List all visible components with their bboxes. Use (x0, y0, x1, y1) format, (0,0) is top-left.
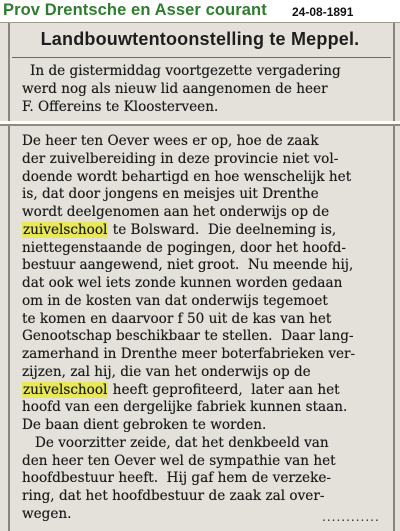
clipping-fragment-body (0, 124, 400, 531)
column-border-right (393, 126, 395, 531)
article-line (22, 417, 266, 433)
article-line (22, 311, 331, 327)
highlighted-term: zuivelschool (23, 381, 108, 398)
article-line (22, 399, 347, 415)
line-text: hoofd van een dergelijke fabriek kunnen staan. (22, 399, 348, 416)
publication-date: 24-08-1891 (292, 5, 354, 19)
clipping-fragment-top (0, 22, 400, 121)
article-line (22, 186, 319, 202)
line-text: den heer ten Oever wel de sympathie van het (22, 452, 336, 469)
line-text: zijzen, zal hij, die van het onderwijs op de (22, 363, 311, 380)
line-text: De baan dient gebroken te worden. (22, 417, 267, 433)
article-line (22, 133, 319, 149)
line-text: dat ook wel iets zonde kunnen worden gedaan (22, 275, 343, 291)
article-line (22, 346, 355, 362)
article-line (22, 382, 340, 398)
article-line (22, 506, 72, 522)
article-line (22, 293, 328, 309)
article-line (22, 169, 351, 185)
end-marker: ............ (322, 510, 380, 524)
line-text: om in de kosten van dat onderwijs tegemoet (22, 292, 328, 309)
line-text: zamerhand in Drenthe meer boterfabrieken ver- (22, 346, 356, 362)
line-text: wegen. (22, 505, 72, 522)
highlighted-term: zuivelschool (23, 221, 108, 238)
article-line (22, 240, 346, 256)
line-text: wordt deelgenomen aan het onderwijs op de (22, 204, 330, 220)
article-line (22, 328, 354, 344)
line-text: Genootschap beschikbaar te stellen. Daar lang- (22, 328, 354, 345)
line-text: hoofdbestuur heeft. Hij gaf hem de verzeke- (22, 470, 331, 487)
line-text: doende wordt behartigd en hoe wenschelijk het (22, 168, 352, 185)
line-text: der zuivelbereiding in deze provincie niet vol- (22, 150, 339, 167)
article-line (22, 257, 353, 273)
line-text: De heer ten Oever wees er op, hoe de zaak (22, 133, 319, 149)
article-line (22, 222, 336, 238)
line-text: te komen en daarvoor f 50 uit de kas van het (22, 310, 332, 327)
line-text: te Bolsward. Die deelneming is, (108, 221, 337, 238)
article-line (22, 364, 311, 380)
article-line (22, 435, 329, 451)
article-line (22, 204, 329, 220)
article-line (22, 470, 331, 486)
line-text: De voorzitter zeide, dat het denkbeeld van (22, 434, 329, 451)
article-heading: Landbouwtentoonstelling te Meppel. (40, 29, 360, 49)
heading-rule (12, 57, 391, 58)
intro-line: In de gistermiddag voortgezette vergadering (30, 63, 341, 79)
article-line (22, 488, 324, 504)
column-border-left (8, 126, 10, 531)
intro-line: F. Offereins te Kloosterveen. (22, 99, 219, 115)
line-text: is, dat door jongens en meisjes uit Drenthe (22, 186, 319, 203)
line-text: ring, dat het hoofdbestuur de zaak zal over- (22, 488, 325, 504)
intro-line: werd nog als nieuw lid aangenomen de heer (22, 81, 328, 97)
article-line (22, 275, 342, 291)
line-text: heeft geprofiteerd, later aan het (108, 381, 340, 398)
article-line (22, 151, 338, 167)
newspaper-title: Prov Drentsche en Asser courant (3, 1, 267, 19)
line-text: niettegenstaande de pogingen, door het hoofd- (22, 239, 346, 256)
line-text: bestuur aangewend, niet groot. Nu meende hij, (22, 257, 354, 274)
article-line (22, 453, 336, 469)
clipping-header (0, 0, 400, 22)
